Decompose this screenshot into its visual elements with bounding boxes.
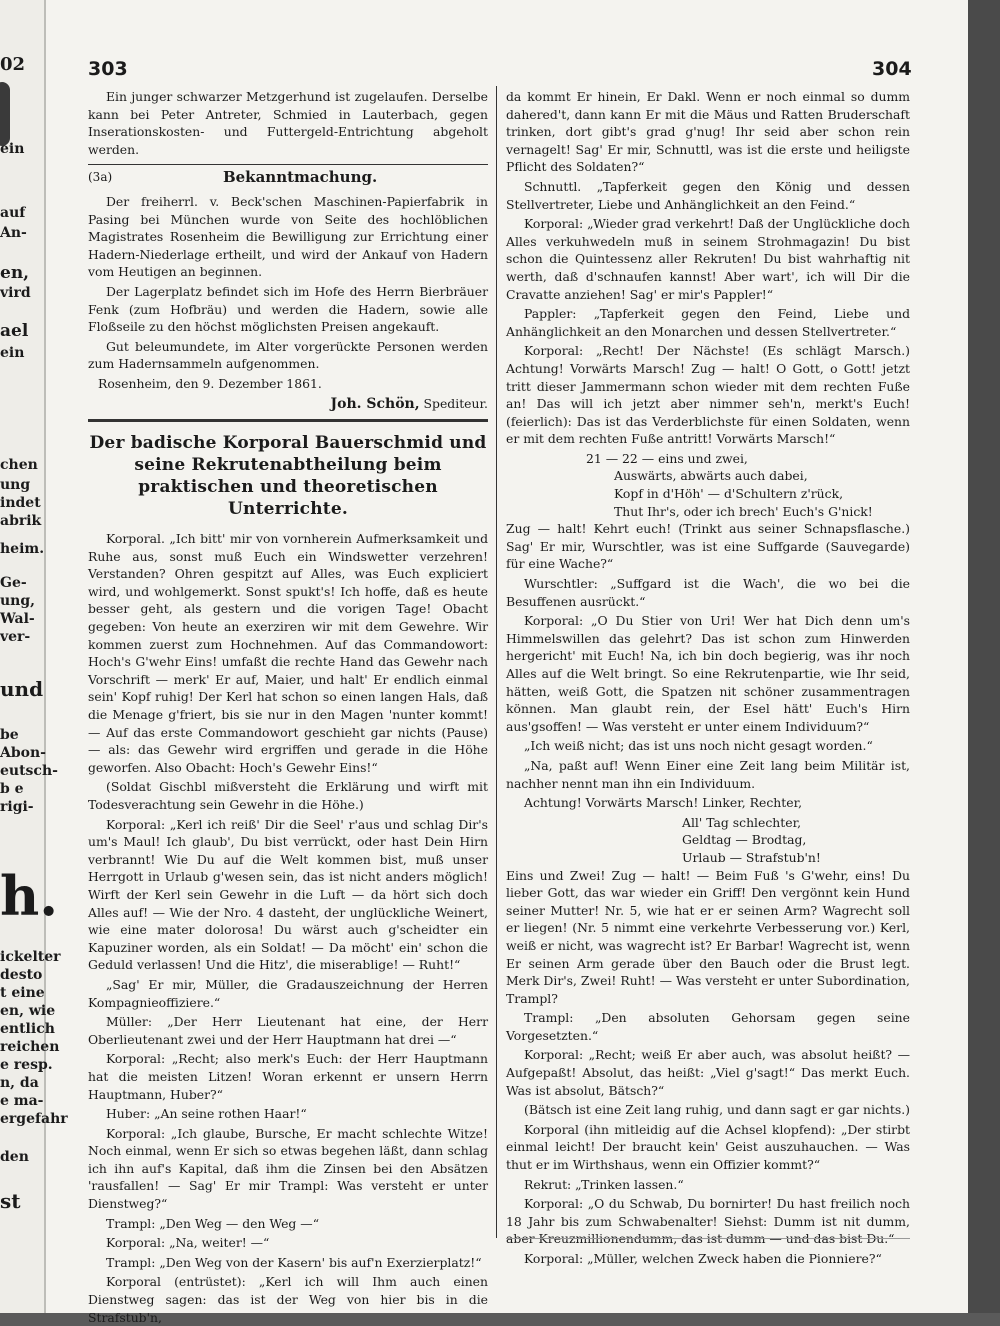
- left-page-number: 303: [88, 58, 128, 80]
- dialogue-paragraph: Trampl: „Den absoluten Gehorsam gegen seine Vorgesetzten.“: [506, 1010, 910, 1043]
- dialogue-paragraph: Pappler: „Tapferkeit gegen den Feind, Liebe und Anhänglichkeit an den Monarchen und dessen Stellvertreter.“: [506, 306, 910, 339]
- right-page-number: 304: [872, 58, 912, 80]
- edge-fragment: desto: [0, 967, 43, 983]
- verse-line: Thut Ihr's, oder ich brech' Euch's G'nick!: [614, 503, 873, 519]
- notice-title: [88, 169, 488, 187]
- dialogue-paragraph: Trampl: „Den Weg — den Weg —“: [106, 1215, 320, 1231]
- edge-fragment: ickelter: [0, 949, 61, 965]
- left-column: [88, 88, 488, 1325]
- dialogue-paragraph: Korporal: „Ich glaube, Bursche, Er macht schlechte Witze! Noch einmal, wenn Er sich so etwas begehen läßt, dann schlag ich ihn auf's Kapital, daß ihm die Zinsen bei den Absätzen 'rausfallen! — Sag' Er mir Trampl: Was versteht er unter Dienstweg?“: [88, 1125, 488, 1212]
- edge-fragment: t eine: [0, 985, 45, 1001]
- adjacent-page-edge: [0, 0, 68, 1313]
- dialogue-paragraph: Schnuttl. „Tapferkeit gegen den König und dessen Stellvertreter, Liebe und Anhänglichkeit an den Feind.“: [506, 178, 910, 212]
- dialogue-paragraph: Achtung! Vorwärts Marsch! Linker, Rechter,: [524, 795, 803, 811]
- edge-fragment: vird: [0, 285, 31, 301]
- dialogue-paragraph: Korporal: „Kerl ich reiß' Dir die Seel' r'aus und schlag Dir's um's Maul! Ich glaub', Du bist verrückt, oder hast Dein Hirn verbrannt! Wie Du auf die Welt kommen bist, muß unser Herrgott in Urlaub g'wesen sein, das ist nicht anders möglich! Wirft der Kerl sein Gewehr in die Luft — da hört sich doch Alles auf! — Wie der Nro. 4 dasteht, der unglückliche Weinert, wie eine mater dolorosa! Du wärst auch g'scheidter ein Kapuziner worden, als ein Soldat! — Da möcht' ein' schon die Geduld verlassen! Und die Hitz', die miserablige! — Ruht!“: [88, 816, 488, 973]
- notice-paragraph: Der freiherrl. v. Beck'schen Maschinen-Papierfabrik in Pasing bei München wurde von Seite des hochlöblichen Magistrates Rosenheim die Bewilligung zur Errichtung einer Hadern-Niederlage ertheilt, und wird der Ankauf von Hadern vom Heutigen an beginnen.: [88, 193, 488, 280]
- edge-fragment: Abon-: [0, 745, 46, 761]
- notice-paragraph: Der Lagerplatz befindet sich im Hofe des Herrn Bierbräuer Fenk (zum Hofbräu) und werden die Hadern, sowie alle Floßseile zu den höchst möglichsten Preisen angekauft.: [88, 283, 488, 335]
- dialogue-paragraph: Zug — halt! Kehrt euch! (Trinkt aus seiner Schnapsflasche.) Sag' Er mir, Wurschtler, was ist eine Suffgarde (Sauvegarde) für eine Wache?“: [506, 521, 910, 572]
- edge-fragment: rigi-: [0, 799, 34, 815]
- edge-fragment: ver-: [0, 629, 31, 645]
- edge-fragment: e ma-: [0, 1093, 44, 1109]
- dialogue-paragraph: „Na, paßt auf! Wenn Einer eine Zeit lang beim Militär ist, nachher nennt man ihn ein Individuum.: [506, 757, 910, 791]
- notice-title-text: Bekanntmachung.: [222, 168, 378, 187]
- signer-role: Spediteur.: [423, 395, 488, 411]
- notice-signature: [88, 395, 488, 414]
- signer-name: Joh. Schön,: [330, 395, 420, 412]
- verse-line: Auswärts, abwärts auch dabei,: [614, 468, 808, 484]
- column-divider: [496, 86, 497, 1238]
- verse-line: Kopf in d'Höh' — d'Schultern z'rück,: [614, 486, 844, 502]
- edge-fragment: reichen: [0, 1039, 60, 1055]
- dialogue-paragraph: da kommt Er hinein, Er Dakl. Wenn er noch einmal so dumm dahered't, dann kann Er mit die Mäus und Ratten Bruderschaft trinken, dort gibt's grad g'nug! Ihr seid aber schon rein vernagelt! Sag' Er mir, Schnuttl, was ist die erste und heiligste Pflicht des Soldaten?“: [506, 89, 910, 175]
- edge-fragment: und: [0, 677, 44, 701]
- dialogue-paragraph: Korporal: „Recht; also merk's Euch: der Herr Hauptmann hat die meisten Litzen! Woran erkennt er unsern Herrn Hauptmann, Huber?“: [88, 1051, 488, 1102]
- edge-fragment: n, da: [0, 1075, 39, 1091]
- edge-fragment: auf: [0, 205, 26, 221]
- notice-lost-dog: Ein junger schwarzer Metzgerhund ist zugelaufen. Derselbe kann bei Peter Antreter, Schmied in Lauterbach, gegen Inserationskosten- und Futtergeld-Entrichtung abgeholt werden.: [88, 89, 488, 157]
- edge-fragment: st: [0, 1189, 21, 1213]
- dialogue-paragraph: Korporal (entrüstet): „Kerl ich will Ihm auch einen Dienstweg sagen: das ist der Weg von hier bis in die Strafstub'n,: [88, 1274, 488, 1325]
- dialogue-paragraph: Korporal: „O Du Stier von Uri! Wer hat Dich denn um's Himmelswillen das gelehrt? Das ist schon zum Hinwerden hergericht' mit Euch! Na, ich bin doch begierig, was ihr noch Alles auf die Welt bringt. So eine Rekrutenpartie, wie Ihr seid, hätten, weiß Gott, die Spatzen nit schöner zusammentragen können. Man glaubt rein, der Esel hätt' Euch's Hirn aus'gsoffen! — Was versteht er unter einem Individuum?“: [506, 613, 910, 734]
- dialogue-paragraph: Korporal: „Na, weiter! —“: [106, 1235, 270, 1251]
- dialogue-paragraph: (Bätsch ist eine Zeit lang ruhig, und dann sagt er gar nichts.): [524, 1102, 910, 1118]
- right-column: [506, 88, 910, 1266]
- edge-fragment: ung,: [0, 593, 36, 609]
- dialogue-paragraph: (Soldat Gischbl mißversteht die Erklärung und wirft mit Todesverachtung sein Gewehr in die Höhe.): [88, 779, 488, 812]
- dialogue-paragraph: Korporal: „O du Schwab, Du bornirter! Du hast freilich noch 18 Jahr bis zum Schwabenalter! Siehst: Dumm ist nit dumm,: [506, 1196, 910, 1229]
- dialogue-paragraph: Müller: „Der Herr Lieutenant hat eine, der Herr Oberlieutenant zwei und der Herr Hauptmann hat drei —“: [88, 1014, 488, 1047]
- section-rule: [88, 419, 488, 422]
- scan-margin: [968, 0, 1000, 1313]
- edge-fragment: Wal-: [0, 611, 35, 627]
- notice-label: (3a): [88, 170, 113, 185]
- edge-fragment: An-: [0, 225, 27, 241]
- marching-verse: [506, 814, 910, 867]
- dialogue-paragraph: Korporal: „Recht; weiß Er aber auch, was absolut heißt? — Aufgepaßt! Absolut, das heißt: „Viel g'sagt!“ Das merkt Euch. Was ist absolut, Bätsch?“: [506, 1047, 910, 1098]
- dialogue-paragraph: Korporal: „Recht! Der Nächste! (Es schlägt Marsch.) Achtung! Vorwärts Marsch! Zug — halt! O Gott, o Gott! jetzt tritt dieser Jammermann schon wieder mit dem rechten Fuße an! Das will ich jetzt aber nimmer seh'n, merkt's Euch! (feierlich): Das ist das Verderblichste für einen Soldaten, wenn er mit dem rechten Fuße antritt! Vorwärts Marsch!“: [506, 343, 910, 447]
- verse-line: Geldtag — Brodtag,: [682, 832, 807, 848]
- dialogue-paragraph: Korporal (ihn mitleidig auf die Achsel klopfend): „Der stirbt einmal leicht! Der braucht kein' Geist auszuhauchen. — Was thut er im Wirthshaus, wenn ein Offizier kommt?“: [506, 1121, 910, 1173]
- dialogue-paragraph: Rekrut: „Trinken lassen.“: [524, 1176, 684, 1192]
- edge-fragment: chen: [0, 457, 38, 473]
- edge-fragment: e resp.: [0, 1057, 53, 1073]
- notice-paragraph: Gut beleumundete, im Alter vorgerückte Personen werden zum Hadernsammeln aufgenommen.: [88, 338, 488, 372]
- dialogue-paragraph: Korporal: „Müller, welchen Zweck haben die Pionniere?“: [524, 1251, 882, 1266]
- dialogue-paragraph: „Ich weiß nicht; das ist uns noch nicht gesagt worden.“: [524, 738, 873, 754]
- edge-fragment: indet: [0, 495, 41, 511]
- edge-fragment: ael: [0, 321, 29, 341]
- edge-fragment: Ge-: [0, 575, 27, 591]
- edge-fragment: heim.: [0, 541, 45, 557]
- edge-fragment: eutsch-: [0, 763, 58, 779]
- marching-verse: [506, 450, 910, 520]
- verse-line: Urlaub — Strafstub'n!: [682, 849, 821, 865]
- notice-date: Rosenheim, den 9. Dezember 1861.: [98, 375, 322, 391]
- edge-page-number: 02: [0, 54, 26, 75]
- edge-fragment: h.: [0, 864, 59, 928]
- dialogue-paragraph: Wurschtler: „Suffgard ist die Wach', die wo bei die Besuffenen ausrückt.“: [506, 576, 910, 609]
- article-title: Der badische Korporal Bauerschmid und seine Rekrutenabtheilung beim praktischen und theoretischen Unterrichte.: [89, 433, 487, 520]
- dialogue-paragraph: Eins und Zwei! Zug — halt! — Beim Fuß 's G'wehr, eins! Du lieber Gott, das war wieder ein Griff! Den vergönnt kein Hund seiner Mutter! Nr. 5, wie hat er er seinen Arm? Wagrecht soll er liegen! (Nr. 5 nimmt eine verkehrte Verbesserung vor.) Kerl, weiß er nicht, was wagrecht ist? Er Barbar! Wagrecht ist, wenn Er seinen Arm gerade über den Bauch oder die Brust legt. Merk Dir's, Zwei! Ruht! — Was versteht er unter Subordination, Trampl?: [506, 867, 910, 1006]
- verse-line: 21 — 22 — eins und zwei,: [586, 450, 748, 466]
- edge-fragment: ergefahr: [0, 1111, 68, 1127]
- edge-fragment: be: [0, 727, 19, 743]
- dialogue-paragraph: Huber: „An seine rothen Haar!“: [106, 1106, 307, 1122]
- verse-line: All' Tag schlechter,: [682, 814, 802, 830]
- dialogue-paragraph: Trampl: „Den Weg von der Kasern' bis auf'n Exerzierplatz!“: [106, 1254, 482, 1270]
- dialogue-paragraph: „Sag' Er mir, Müller, die Gradauszeichnung der Herren Kompagnieoffiziere.“: [88, 976, 488, 1010]
- dialogue-paragraph: Korporal: „Wieder grad verkehrt! Daß der Unglückliche doch Alles verkuhwedeln muß in seinem Strohmagazin! Du bist schon die Quintessenz aller Rekruten! Du bist wahrhaftig nit werth, daß d'schnaufen kannst! Aber wart', ich will Dir die Cravatte anziehen! Sag' er mir's Pappler!“: [506, 216, 910, 302]
- ink-blot: [0, 82, 10, 146]
- edge-fragment: ung: [0, 477, 31, 493]
- edge-fragment: entlich: [0, 1021, 55, 1037]
- footer-rule: [506, 1238, 910, 1239]
- edge-fragment: ein: [0, 345, 25, 361]
- edge-fragment: ein: [0, 141, 25, 157]
- dialogue-paragraph: Korporal. „Ich bitt' mir von vornherein Aufmerksamkeit und Ruhe aus, sonst muß Euch ein Windswetter verzehren! Verstanden? Ohren gespitzt auf Alles, was Euch expliciert wird, und wohlgemerkt. Sonst spukt's! Ich hoffe, daß es heute besser geht, als gestern und die vorigen Tage! Obacht gegeben: Von heute an exerziren wir mit dem Gewehre. Wir kommen zuerst zum Hochnehmen. Auf das Commandowort: Hoch's G'wehr Eins! umfaßt die rechte Hand das Gewehr nach Vorschrift — merk' Er auf, Maier, und halt' Er endlich einmal sein' Kopf ruhig! Der Kerl hat schon so einen langen Hals, daß die Menage g'friert, bis sie nur in den Magen 'nunter kommt! — Auf das erste Commandowort geschieht gar nichts (Pause) — als: das Gewehr wird ergriffen und gerade in die Höhe geworfen. Also Obacht: Hoch's Gewehr Eins!“: [88, 531, 488, 775]
- edge-fragment: abrik: [0, 513, 42, 529]
- edge-fragment: en,: [0, 263, 30, 283]
- edge-fragment: b e: [0, 781, 24, 797]
- edge-fragment: en, wie: [0, 1003, 56, 1019]
- edge-fragment: den: [0, 1149, 29, 1165]
- section-rule: [88, 164, 488, 165]
